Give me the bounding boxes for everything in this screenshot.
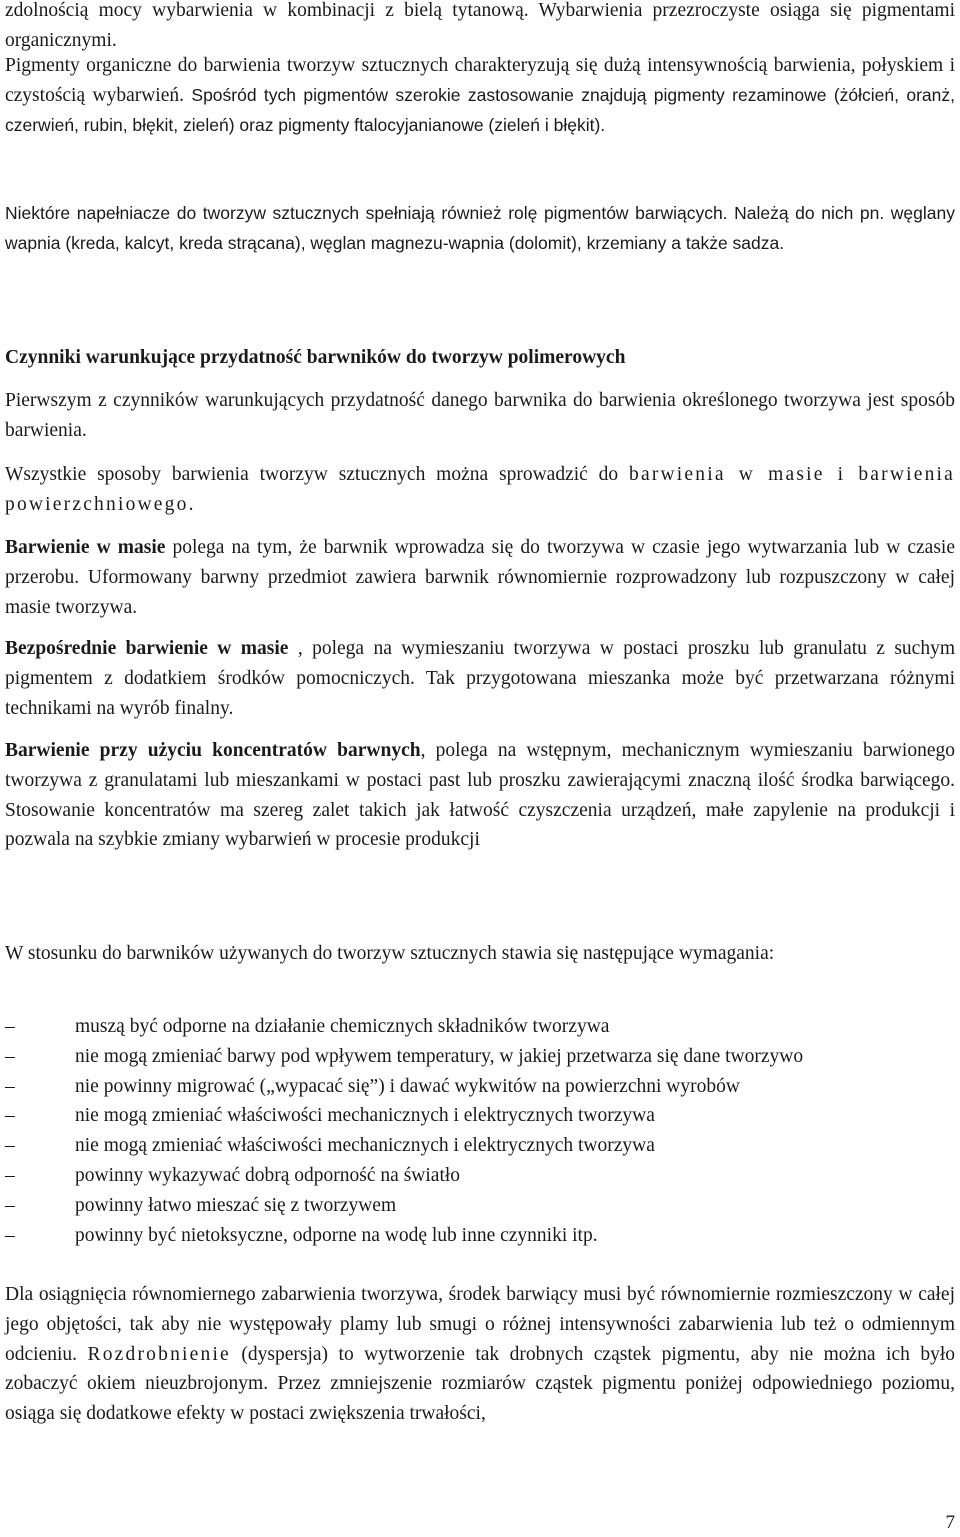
paragraph-pigment-intro [5, 0, 955, 56]
list-item-text: muszą być odporne na działanie chemicznych składników tworzywa [75, 1016, 610, 1037]
paragraph-requirements-intro [5, 939, 955, 969]
paragraph-concentrates [5, 736, 955, 855]
dash-bullet: – [5, 1164, 15, 1186]
page-number: 7 [945, 1512, 955, 1533]
term-direct-mass-dyeing: Bezpośrednie barwienie w masie [5, 638, 289, 659]
dash-bullet: – [5, 1016, 15, 1037]
list-item [5, 1221, 955, 1251]
paragraph-text: W stosunku do barwników używanych do tworzyw sztucznych stawia się następujące wymagania: [5, 943, 775, 964]
term-concentrates: Barwienie przy użyciu koncentratów barwnych [5, 740, 421, 761]
paragraph-text: Dla osiągnięcia równomiernego zabarwienia tworzywa, środek barwiący musi być równomiernie rozmieszczony w całej jego objętości, tak aby nie występowały plamy lub smugi o różnej intensywności zabarwienia lub też o odmiennym odcieniu. [5, 1284, 955, 1365]
section-heading: Czynniki warunkujące przydatność barwników do tworzyw polimerowych [5, 347, 626, 368]
paragraph-text: Pierwszym z czynników warunkujących przydatność danego barwnika do barwienia określonego tworzywa jest sposób barwienia. [5, 390, 955, 441]
paragraph-dyeing-methods [5, 460, 955, 520]
paragraph-spaced-term: barwienia w masie i barwienia powierzchniowego. [5, 464, 955, 515]
list-item [5, 1012, 955, 1042]
paragraph-text: Niektóre napełniacze do tworzyw sztucznych spełniają również rolę pigmentów barwiących. Należą do nich pn. węglany wapnia (kreda, kalcyt, kreda strącana), węglan magnezu-wapnia (dolomit), krzemiany a także sadza. [5, 203, 955, 253]
list-item-text: powinny być nietoksyczne, odporne na wodę lub inne czynniki itp. [75, 1224, 598, 1246]
dash-bullet: – [5, 1135, 15, 1157]
paragraph-rest: (dyspersja) to wytworzenie tak drobnych cząstek pigmentu, aby nie można ich było zobaczyć okiem nieuzbrojonym. Przez zmniejszenie rozmiarów cząstek pigmentu poniżej odpowiedniego poziomu, osiąga się dodatkowe efekty w postaci zwiększenia trwałości, [5, 1343, 956, 1425]
paragraph-mass-dyeing [5, 533, 955, 622]
list-item [5, 1072, 955, 1102]
paragraph-organic-pigments [5, 51, 955, 140]
list-item [5, 1101, 955, 1131]
dash-bullet: – [5, 1075, 15, 1097]
paragraph-lead: Pigmenty organiczne do barwienia tworzyw sztucznych charakteryzują się dużą intensywnością barwienia, połyskiem i czystością wybarwień. [5, 55, 955, 106]
term-mass-dyeing: Barwienie w masie [5, 537, 166, 558]
paragraph-text: , polega na wstępnym, mechanicznym wymieszaniu barwionego tworzywa z granulatami lub mieszankami w postaci past lub proszku zawierającymi znaczną ilość środka barwiącego. Stosowanie koncentratów ma szereg zalet takich jak łatwość czyszczenia urządzeń, małe zapylenie na produkcji i pozwala na szybkie zmiany wybarwień w procesie produkcji [5, 740, 955, 851]
list-item [5, 1042, 955, 1072]
list-item [5, 1161, 955, 1191]
paragraph-fillers [5, 199, 955, 259]
paragraph-text: , polega na wymieszaniu tworzywa w postaci proszku lub granulatu z suchym pigmentem z dodatkiem środków pomocniczych. Tak przygotowana mieszanka może być przetwarzana różnymi technikami na wyrób finalny. [5, 638, 955, 719]
paragraph-text: zdolnością mocy wybarwienia w kombinacji z bielą tytanową. Wybarwienia przezroczyste osiąga się pigmentami organicznymi. [5, 0, 955, 51]
list-item [5, 1191, 955, 1221]
paragraph-spaced-term: Rozdrobnienie [87, 1343, 231, 1365]
dash-bullet: – [5, 1045, 15, 1067]
list-item [5, 1131, 955, 1161]
paragraph-lead: Wszystkie sposoby barwienia tworzyw sztucznych można sprowadzić do [5, 464, 619, 485]
dash-bullet: – [5, 1105, 15, 1127]
list-item-text: powinny łatwo mieszać się z tworzywem [75, 1194, 397, 1216]
list-item-text: nie mogą zmieniać właściwości mechanicznych i elektrycznych tworzywa [75, 1105, 655, 1127]
requirements-list [5, 1012, 955, 1250]
list-item-text: nie mogą zmieniać barwy pod wpływem temperatury, w jakiej przetwarza się dane tworzywo [75, 1045, 804, 1067]
list-item-text: powinny wykazywać dobrą odporność na światło [75, 1164, 461, 1186]
paragraph-first-factor [5, 386, 955, 446]
dash-bullet: – [5, 1224, 15, 1246]
dash-bullet: – [5, 1194, 15, 1216]
paragraph-rest: Spośród tych pigmentów szerokie zastosowanie znajdują pigmenty rezaminowe (żółcień, oranż, czerwień, rubin, błękit, zieleń) oraz pigmenty ftalocyjanianowe (zieleń i błękit). [5, 84, 955, 135]
paragraph-direct-mass-dyeing [5, 634, 955, 723]
list-item-text: nie mogą zmieniać właściwości mechanicznych i elektrycznych tworzywa [75, 1135, 655, 1157]
paragraph-text: polega na tym, że barwnik wprowadza się do tworzywa w czasie jego wytwarzania lub w czasie przerobu. Uformowany barwny przedmiot zawiera barwnik równomiernie rozprowadzony lub rozpuszczony w całej masie tworzywa. [5, 537, 955, 618]
list-item-text: nie powinny migrować („wypacać się”) i dawać wykwitów na powierzchni wyrobów [75, 1075, 740, 1097]
paragraph-dispersion [5, 1280, 955, 1429]
